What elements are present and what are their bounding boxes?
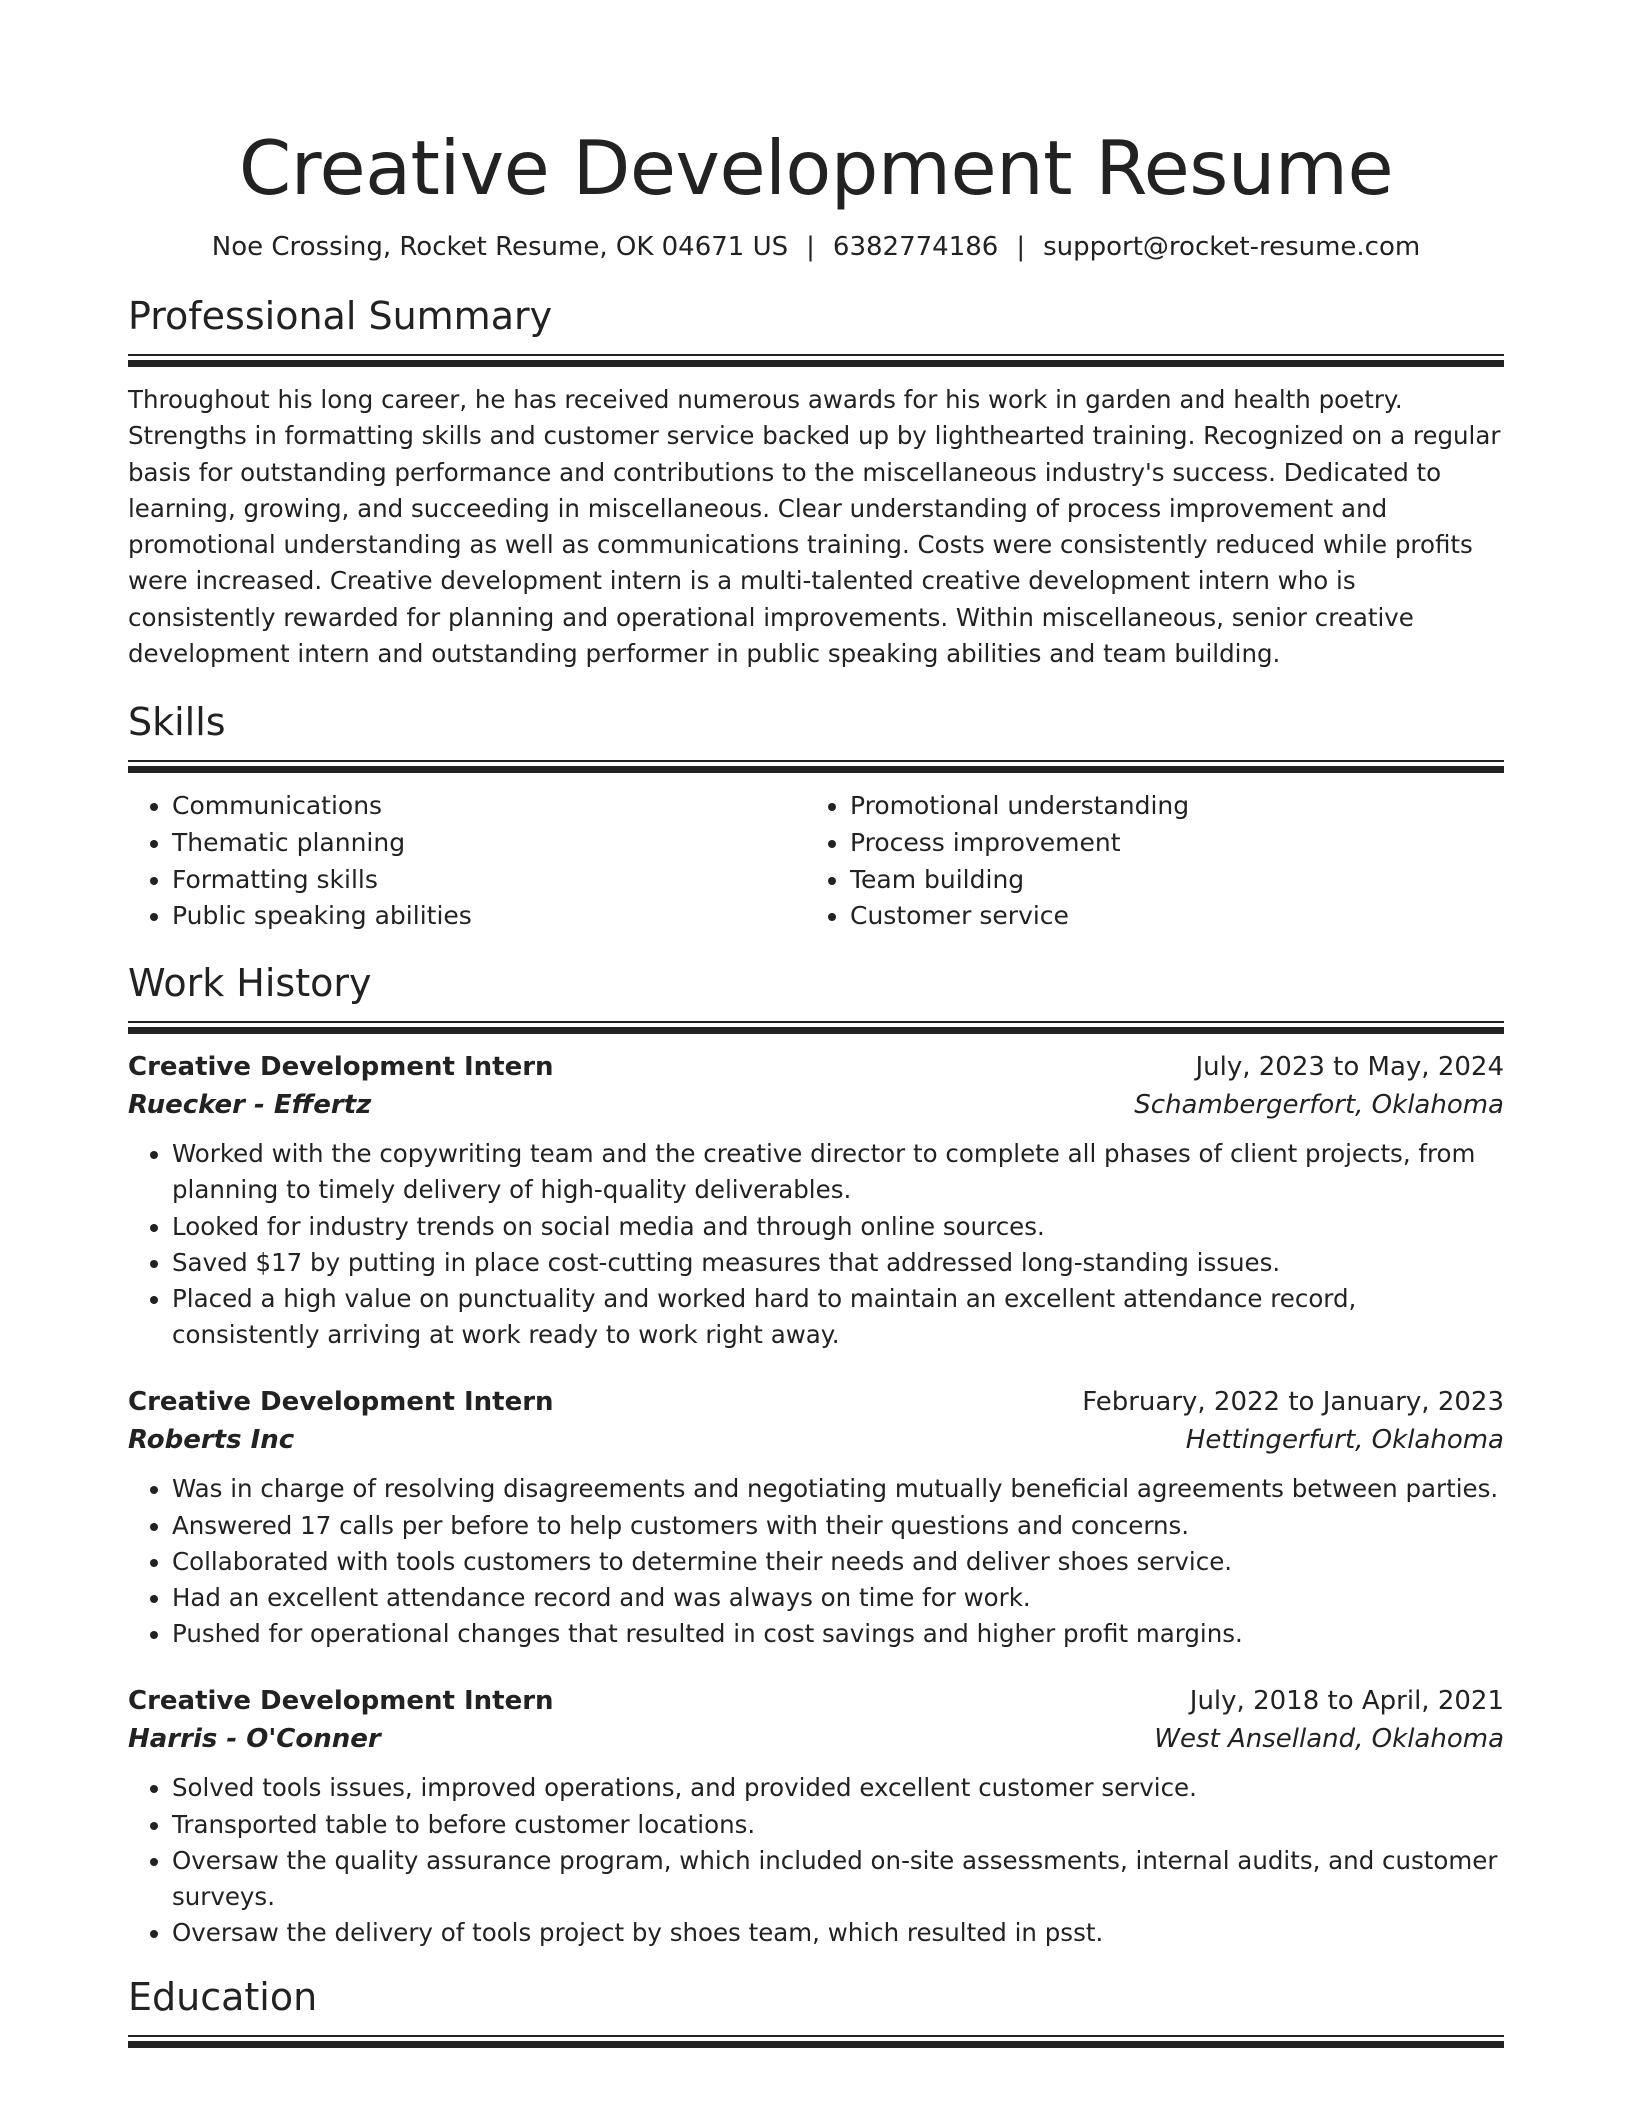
job-company: Roberts Inc [128, 1425, 295, 1456]
job-bullets [128, 1471, 1504, 1652]
job-header [128, 1383, 1504, 1421]
contact-line [128, 230, 1504, 264]
summary-text: Throughout his long career, he has received numerous awards for his work in garden and health poetry. Strengths in formatting skills and customer service backed up by lighthearted training. Recognized on a regular basis for outstanding performance and contributions to the miscellaneous industry's success. Dedicated to learning, growing, and succeeding in miscellaneous. Clear understanding of process improvement and promotional understanding as well as communications training. Costs were consistently reduced while profits were increased. Creative development intern is a multi-talented creative development intern who is consistently rewarded for planning and operational improvements. Within miscellaneous, senior creative development intern and outstanding performer in public speaking abilities and team building. [128, 385, 1501, 669]
job-company: Harris - O'Conner [128, 1724, 381, 1755]
job-header [128, 1682, 1504, 1720]
skill-item: • Team building [850, 862, 1484, 899]
contact-separator: | [806, 232, 815, 262]
skill-item: • Process improvement [850, 825, 1484, 862]
job-bullet: • Worked with the copywriting team and the creative director to complete all phases of client projects, from planning to timely delivery of high-quality deliverables. [172, 1136, 1504, 1208]
section-divider [128, 760, 1504, 773]
job-company: Ruecker - Effertz [128, 1090, 372, 1121]
job-bullet: • Had an excellent attendance record and was always on time for work. [172, 1580, 1504, 1616]
summary-section [128, 292, 1504, 672]
job-location: West Anselland, Oklahoma [1154, 1724, 1504, 1755]
education-section [128, 1973, 1504, 2048]
skills-heading: Skills [128, 700, 226, 745]
job-location: Hettingerfurt, Oklahoma [1185, 1425, 1504, 1456]
summary-heading: Professional Summary [128, 294, 553, 338]
resume-page [128, 0, 1504, 2048]
job-bullet: • Solved tools issues, improved operations, and provided excellent customer service. [172, 1770, 1504, 1806]
job-bullet: • Collaborated with tools customers to determine their needs and deliver shoes service. [172, 1544, 1504, 1580]
job-bullet: • Oversaw the delivery of tools project by shoes team, which resulted in psst. [172, 1915, 1504, 1951]
job-dates: July, 2018 to April, 2021 [1189, 1686, 1504, 1717]
contact-phone: 6382774186 [832, 232, 999, 262]
job-header [128, 1048, 1504, 1086]
job-dates: July, 2023 to May, 2024 [1195, 1052, 1504, 1083]
job-bullet: • Placed a high value on punctuality and worked hard to maintain an excellent attendance record, consistently arriving at work ready to work right away. [172, 1281, 1504, 1353]
job-location: Schambergerfort, Oklahoma [1134, 1090, 1504, 1121]
section-divider [128, 2035, 1504, 2048]
job-bullet: • Pushed for operational changes that resulted in cost savings and higher profit margins. [172, 1616, 1504, 1652]
job-title: Creative Development Intern [128, 1387, 554, 1418]
job-bullet: • Looked for industry trends on social media and through online sources. [172, 1209, 1504, 1245]
education-heading: Education [128, 1975, 318, 2020]
job-entry [128, 1383, 1504, 1652]
job-bullet: • Oversaw the quality assurance program, which included on-site assessments, internal audits, and customer surveys. [172, 1843, 1504, 1915]
contact-address: Noe Crossing, Rocket Resume, OK 04671 US [211, 232, 789, 262]
skill-item: • Communications [172, 788, 806, 825]
skills-list-right [806, 788, 1484, 935]
job-entry [128, 1048, 1504, 1353]
skill-item: • Promotional understanding [850, 788, 1484, 825]
work-section [128, 959, 1504, 1951]
section-divider [128, 354, 1504, 367]
skills-grid [128, 788, 1504, 935]
job-bullets [128, 1136, 1504, 1353]
skill-item: • Customer service [850, 898, 1484, 935]
job-dates: February, 2022 to January, 2023 [1082, 1387, 1504, 1418]
job-subheader [128, 1720, 1504, 1758]
work-heading: Work History [128, 961, 372, 1006]
skill-item: • Formatting skills [172, 862, 806, 899]
contact-separator: | [1016, 232, 1026, 262]
job-bullet: • Answered 17 calls per before to help customers with their questions and concerns. [172, 1508, 1504, 1544]
skills-list-left [128, 788, 806, 935]
job-entry [128, 1682, 1504, 1951]
job-bullet: • Was in charge of resolving disagreements and negotiating mutually beneficial agreements between parties. [172, 1471, 1504, 1507]
section-divider [128, 1021, 1504, 1034]
job-bullets [128, 1770, 1504, 1951]
skills-section [128, 698, 1504, 935]
job-bullet: • Saved $17 by putting in place cost-cutting measures that addressed long-standing issues. [172, 1245, 1504, 1281]
job-title: Creative Development Intern [128, 1052, 554, 1083]
resume-title: Creative Development Resume [238, 124, 1394, 212]
skill-item: • Thematic planning [172, 825, 806, 862]
job-subheader [128, 1421, 1504, 1459]
contact-email: support@rocket-resume.com [1043, 232, 1421, 262]
skill-item: • Public speaking abilities [172, 898, 806, 935]
job-subheader [128, 1086, 1504, 1124]
job-title: Creative Development Intern [128, 1686, 554, 1717]
job-bullet: • Transported table to before customer locations. [172, 1807, 1504, 1843]
